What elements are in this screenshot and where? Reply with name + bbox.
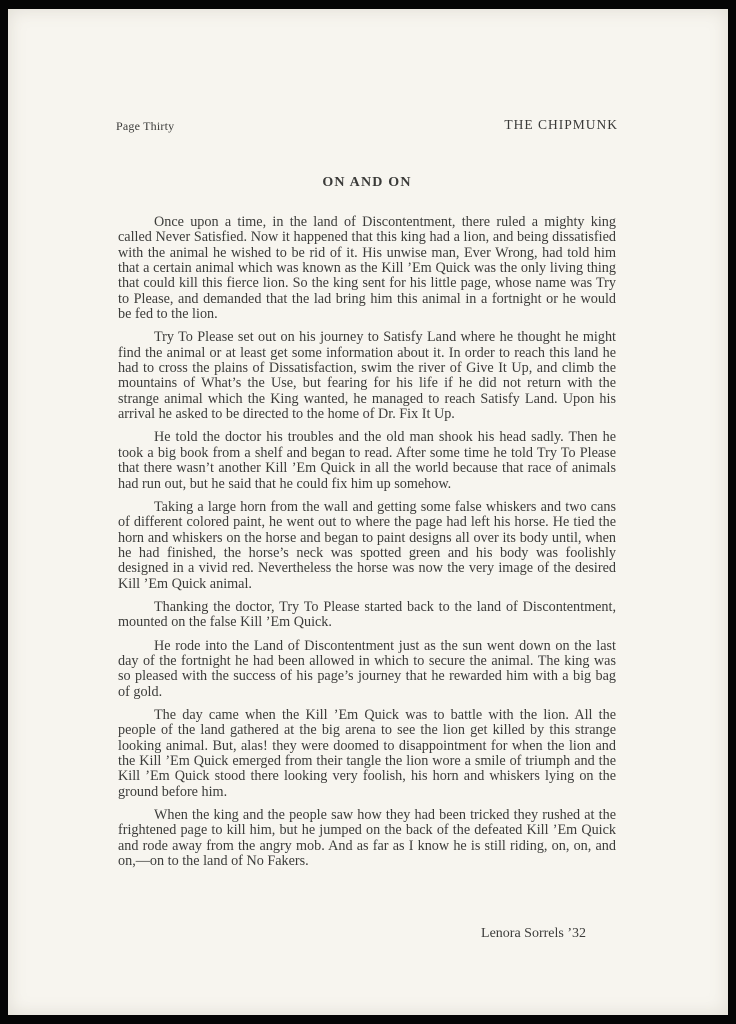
page-number-label: Page Thirty: [116, 119, 175, 133]
running-header: [116, 117, 618, 133]
author-byline: Lenora Sorrels ’32: [481, 926, 586, 941]
paragraph-2: Try To Please set out on his journey to Satisfy Land where he thought he might find the animal or at least get some information about it. In order to reach this land he had to cross the plains of Dissatisfaction, swim the river of Give It Up, and climb the mountains of What’s the Use, but fearing for his life if he did not return with the strange animal which the King wanted, he managed to reach Satisfy Land. Upon his arrival he asked to be directed to the home of Dr. Fix It Up.: [118, 329, 616, 423]
book-page: [8, 9, 728, 1015]
paragraph-6: He rode into the Land of Discontentment just as the sun went down on the last day of the fortnight he had been allowed in which to secure the animal. The king was so pleased with the success of his page’s journey that he rewarded him with a big bag of gold.: [118, 637, 616, 700]
publication-name: THE CHIPMUNK: [504, 117, 618, 132]
paragraph-5: Thanking the doctor, Try To Please started back to the land of Discontentment, mounted on the false Kill ’Em Quick.: [118, 598, 616, 631]
paragraph-4: Taking a large horn from the wall and getting some false whiskers and two cans of different colored paint, he went out to where the page had left his horse. He tied the horn and whiskers on the horse and began to paint designs all over its body until, when he had finished, the horse’s neck was spotted green and his body was foolishly designed in a vivid red. Nevertheless the horse was now the very image of the desired Kill ’Em Quick animal.: [118, 498, 616, 592]
paragraph-8: When the king and the people saw how they had been tricked they rushed at the frightened page to kill him, but he jumped on the back of the defeated Kill ’Em Quick and rode away from the angry mob. And as far as I know he is still riding, on, on, and on,—on to the land of No Fakers.: [118, 807, 616, 870]
paragraph-7: The day came when the Kill ’Em Quick was to battle with the lion. All the people of the land gathered at the big arena to see the lion get killed by this strange looking animal. But, alas! they were doomed to disappointment for when the lion and the Kill ’Em Quick emerged from their tangle the lion wore a smile of triumph and the Kill ’Em Quick stood there looking very foolish, his horn and whiskers lying on the ground before him.: [118, 706, 616, 800]
paragraph-1: Once upon a time, in the land of Discontentment, there ruled a mighty king called Never Satisfied. Now it happened that this king had a lion, and being dissatisfied with the animal he wished to be rid of it. His unwise man, Ever Wrong, had told him that a certain animal which was known as the Kill ’Em Quick was the only living thing that could kill this fierce lion. So the king sent for his little page, whose name was Try to Please, and demanded that the lad bring him this animal in a fortnight or he would be fed to the lion.: [118, 214, 616, 323]
paragraph-3: He told the doctor his troubles and the old man shook his head sadly. Then he took a big book from a shelf and began to read. After some time he told Try To Please that there wasn’t another Kill ’Em Quick in all the world because that race of animals had run out, but he said that he could fix him up somehow.: [118, 429, 616, 492]
story-body: [118, 215, 616, 877]
story-title: ON AND ON: [322, 175, 412, 190]
